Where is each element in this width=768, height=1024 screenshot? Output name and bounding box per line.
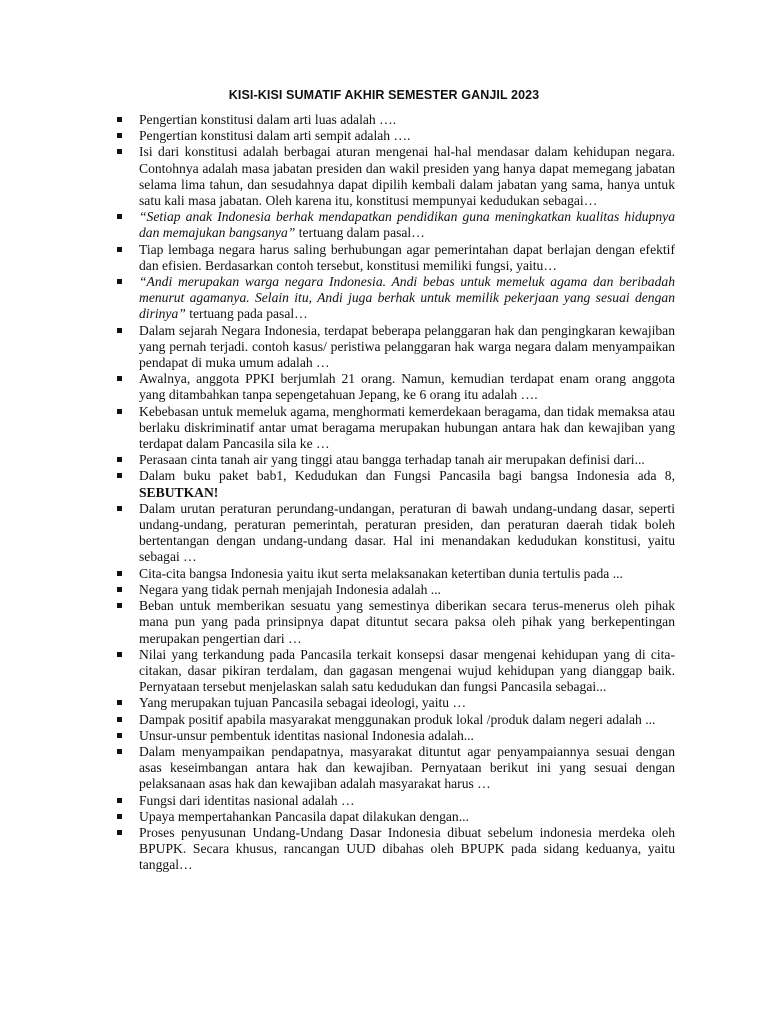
item-text: Awalnya, anggota PPKI berjumlah 21 orang. Namun, kemudian terdapat enam orang anggota yang ditambahkan tanpa sepengetahuan Jepang, ke 6 orang itu adalah …. (139, 371, 675, 403)
list-item (115, 647, 675, 696)
item-emphasis: SEBUTKAN! (139, 484, 219, 500)
item-text: Unsur-unsur pembentuk identitas nasional Indonesia adalah... (139, 727, 474, 743)
list-item (115, 582, 675, 598)
list-item (115, 598, 675, 647)
item-text: Dalam urutan peraturan perundang-undangan, peraturan di bawah undang-undang dasar, seperti undang-undang, peraturan pemerintah, peraturan presiden, dan peraturan daerah tidak boleh bertentangan dengan undang-undang dasar. Hal ini menandakan kedudukan konstitusi, yaitu sebagai … (139, 500, 675, 565)
item-text: Cita-cita bangsa Indonesia yaitu ikut serta melaksanakan ketertiban dunia tertulis pada ... (139, 565, 623, 581)
list-item (115, 468, 675, 500)
item-text: Isi dari konstitusi adalah berbagai aturan mengenai hal-hal mendasar dalam kehidupan negara. Contohnya adalah masa jabatan presiden dan wakil presiden yang hanya dapat memegang jabatan selama lima tahun, dan sesudahnya dapat dipilih kembali dalam jabatan yang sama, hanya untuk satu kali masa jabatan. Oleh karena itu, konstitusi mempunyai kedudukan sebagai… (139, 144, 675, 209)
list-item (115, 501, 675, 566)
list-item (115, 209, 675, 241)
list-item (115, 371, 675, 403)
list-item (115, 793, 675, 809)
item-text: Upaya mempertahankan Pancasila dapat dilakukan dengan... (139, 808, 469, 824)
question-list (115, 112, 675, 874)
item-text: Dampak positif apabila masyarakat menggunakan produk lokal /produk dalam negeri adalah ... (139, 711, 656, 727)
item-text: Dalam sejarah Negara Indonesia, terdapat beberapa pelanggaran hak dan pengingkaran kewajiban yang pernah terjadi. contoh kasus/ peristiwa pelanggaran hak warga negara dalam menyampaikan pendapat di muka umum adalah … (139, 322, 675, 371)
item-text: tertuang dalam pasal… (295, 225, 425, 241)
item-text: Kebebasan untuk memeluk agama, menghormati kemerdekaan beragama, dan tidak memaksa atau berlaku diskriminatif antar umat beragama merupakan hubungan antara hak dan kewajiban yang terdapat dalam Pancasila sila ke … (139, 403, 675, 452)
item-text: Nilai yang terkandung pada Pancasila terkait konsepsi dasar mengenai kehidupan yang di cita-citakan, dasar pikiran terdalam, dan gagasan mengenai wujud kehidupan yang dianggap baik. Pernyataan tersebut menjelaskan salah satu kedudukan dan fungsi Pancasila sebagai... (139, 646, 675, 695)
list-item (115, 825, 675, 874)
list-item (115, 566, 675, 582)
item-text: Perasaan cinta tanah air yang tinggi atau bangga terhadap tanah air merupakan definisi dari... (139, 452, 645, 468)
list-item (115, 274, 675, 323)
item-text: Fungsi dari identitas nasional adalah … (139, 792, 355, 808)
list-item (115, 128, 675, 144)
list-item (115, 809, 675, 825)
list-item (115, 452, 675, 468)
item-quote: “Setiap anak Indonesia berhak mendapatkan pendidikan guna meningkatkan kualitas hidupnya dan memajukan bangsanya” (139, 209, 675, 241)
item-text: Dalam menyampaikan pendapatnya, masyarakat dituntut agar penyampaiannya sesuai dengan asas keseimbangan antara hak dan kewajiban. Pernyataan berikut ini yang sesuai dengan pelaksanaan asas hak dan kewajiban adalah masyarakat harus … (139, 743, 675, 792)
item-text: Pengertian konstitusi dalam arti luas adalah …. (139, 112, 397, 127)
item-text: Negara yang tidak pernah menjajah Indonesia adalah ... (139, 581, 441, 597)
item-text: Pengertian konstitusi dalam arti sempit adalah …. (139, 128, 411, 144)
list-item (115, 695, 675, 711)
list-item (115, 144, 675, 209)
list-item (115, 323, 675, 372)
item-text: tertuang pada pasal… (185, 306, 308, 322)
list-item (115, 242, 675, 274)
list-item (115, 404, 675, 453)
item-text: Beban untuk memberikan sesuatu yang semestinya diberikan secara terus-menerus oleh pihak mana pun yang pada prinsipnya dapat dituntut secara paksa oleh pihak yang berkepentingan merupakan pengertian dari … (139, 598, 675, 646)
list-item (115, 112, 675, 128)
list-item (115, 712, 675, 728)
item-quote: “Andi merupakan warga negara Indonesia. Andi bebas untuk memeluk agama dan beribadah menurut agamanya. Selain itu, Andi juga berhak untuk memilik pekerjaan yang sesuai dengan dirinya” (139, 274, 675, 322)
item-text: Dalam buku paket bab1, Kedudukan dan Fungsi Pancasila bagi bangsa Indonesia ada 8, (139, 468, 675, 484)
item-text: Yang merupakan tujuan Pancasila sebagai ideologi, yaitu … (139, 695, 467, 711)
item-text: Proses penyusunan Undang-Undang Dasar Indonesia dibuat sebelum indonesia merdeka oleh BPUPK. Secara khusus, rancangan UUD dibahas oleh BPUPK pada sidang keduanya, yaitu tanggal… (139, 824, 675, 873)
list-item (115, 744, 675, 793)
list-item (115, 728, 675, 744)
item-text: Tiap lembaga negara harus saling berhubungan agar pemerintahan dapat berlajan dengan efektif dan efisien. Berdasarkan contoh tersebut, konstitusi memiliki fungsi, yaitu… (139, 241, 675, 273)
document-title: KISI-KISI SUMATIF AKHIR SEMESTER GANJIL 2023 (228, 88, 540, 102)
